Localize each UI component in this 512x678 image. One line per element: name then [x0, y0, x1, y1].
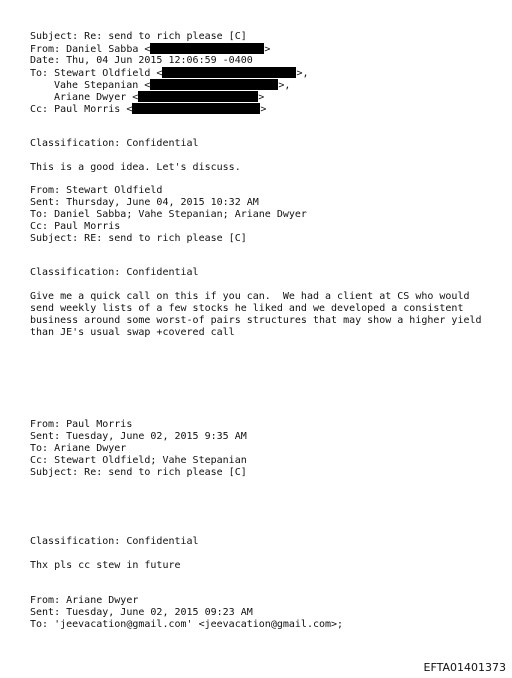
msg2-body-line: business around some worst-of pairs structures that may show a higher yield — [30, 315, 482, 326]
msg4-from: From: Ariane Dwyer — [30, 595, 139, 606]
redaction-box — [150, 79, 278, 90]
msg3-subject: Subject: Re: send to rich please [C] — [30, 467, 247, 478]
header-cc: Cc: Paul Morris < > — [30, 104, 267, 115]
msg3-sent: Sent: Tuesday, June 02, 2015 9:35 AM — [30, 431, 247, 442]
msg2-to: To: Daniel Sabba; Vahe Stepanian; Ariane Dwyer — [30, 209, 307, 220]
msg1-body: This is a good idea. Let's discuss. — [30, 162, 241, 173]
msg2-sent: Sent: Thursday, June 04, 2015 10:32 AM — [30, 197, 259, 208]
header-subject: Subject: Re: send to rich please [C] — [30, 31, 247, 42]
msg3-from: From: Paul Morris — [30, 419, 133, 430]
msg2-classification: Classification: Confidential — [30, 267, 199, 278]
header-to-2: Vahe Stepanian < >, — [54, 80, 291, 91]
msg2-body-line: than JE's usual swap +covered call — [30, 327, 235, 338]
header-from: From: Daniel Sabba < > — [30, 44, 271, 55]
msg2-body-line: send weekly lists of a few stocks he liked and we developed a consistent — [30, 303, 464, 314]
msg1-classification: Classification: Confidential — [30, 138, 199, 149]
msg4-to: To: 'jeevacation@gmail.com' <jeevacation@gmail.com>; — [30, 619, 344, 630]
redaction-box — [138, 91, 258, 102]
redaction-box — [132, 103, 260, 114]
msg3-body: Thx pls cc stew in future — [30, 560, 181, 571]
msg2-body-line: Give me a quick call on this if you can. We had a client at CS who would — [30, 291, 470, 302]
msg4-sent: Sent: Tuesday, June 02, 2015 09:23 AM — [30, 607, 253, 618]
document-id: EFTA01401373 — [423, 661, 506, 674]
msg2-cc: Cc: Paul Morris — [30, 221, 121, 232]
redaction-box — [150, 43, 264, 54]
header-date: Date: Thu, 04 Jun 2015 12:06:59 -0400 — [30, 55, 253, 66]
msg3-classification: Classification: Confidential — [30, 536, 199, 547]
msg3-cc: Cc: Stewart Oldfield; Vahe Stepanian — [30, 455, 247, 466]
header-to: To: Stewart Oldfield < >, — [30, 68, 309, 79]
msg2-from: From: Stewart Oldfield — [30, 185, 163, 196]
msg3-to: To: Ariane Dwyer — [30, 443, 127, 454]
header-to-3: Ariane Dwyer < > — [54, 92, 265, 103]
redaction-box — [162, 67, 296, 78]
msg2-subject: Subject: RE: send to rich please [C] — [30, 233, 247, 244]
